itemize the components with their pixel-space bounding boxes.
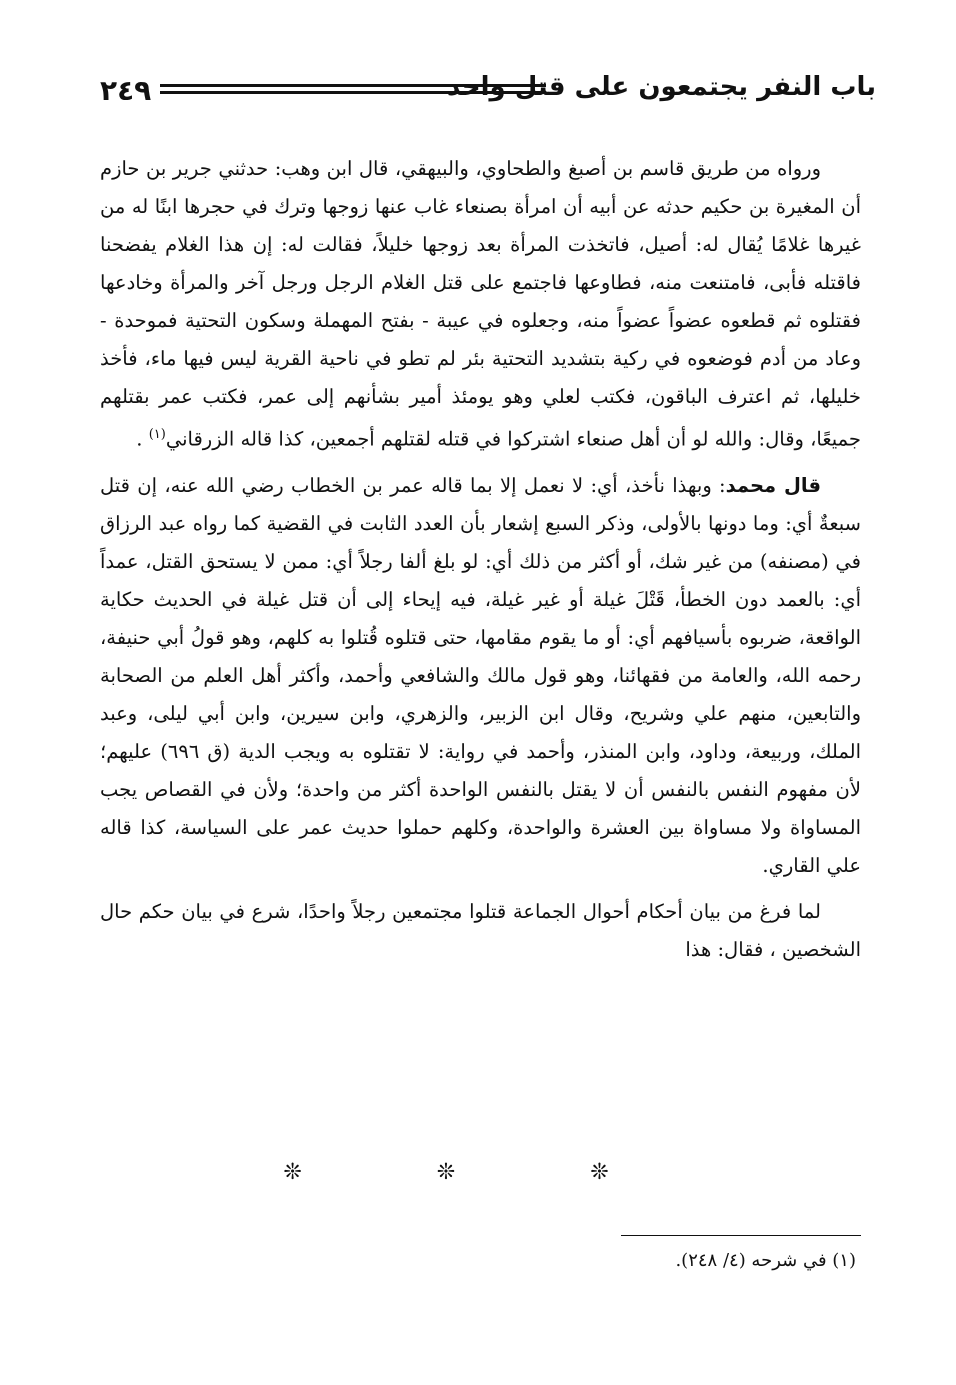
footnote-rule (621, 1235, 861, 1236)
footnote-reference: (١) (148, 427, 166, 442)
page-number: ٢٤٩ (100, 74, 152, 107)
paragraph-1-end: . (136, 427, 149, 451)
running-title: باب النفر يجتمعون على قتل واحد (446, 72, 876, 102)
paragraph-2-text: : وبهذا نأخذ، أي: لا نعمل إلا بما قاله عمر بن الخطاب رضي الله عنه، إن قتل سبعةٌ أي: وما دونها بالأولى، وذكر السبع إشعار بأن العدد الثابت في القضية كما رواه عبد الرزاق في (مصنفه) من غير شك، أو أكثر من ذلك أي: لو بلغ ألفا رجلاً أي: ممن لا يستحق القتل، عمداً أي: بالعمد دون الخطأ، قَتْلَ غيلة أو غير غيلة، فيه إيحاء إلى أن قتل غيلة في الحديث حكاية الواقعة، ضربوه بأسيافهم أي: أو ما يقوم مقامها، حتى قتلوه قُتلوا به كلهم، وهو قولُ أبي حنيفة، رحمه الله، والعامة من فقهائنا، وهو قول مالك والشافعي وأحمد، وأكثر أهل العلم من الصحابة والتابعين، منهم علي وشريح، وقال ابن الزبير، والزهري، وابن سيرين، وابن أبي ليلى، وعبد الملك، وربيعة، وداود، وابن المنذر، وأحمد في رواية: لا تقتلوه به ويجب الدية (ق ٦٩٦) عليهم؛ لأن مفهوم النفس بالنفس أن لا يقتل بالنفس الواحدة أكثر من واحدة؛ ولأن في القصاص يجب المساواة ولا مساواة بين العشرة والواحدة، وكلهم حملوا حديث عمر على السياسة، كذا قاله علي القاري. (100, 473, 861, 877)
footnote: (١) في شرحه (٤/ ٢٤٨). (675, 1250, 856, 1271)
section-separator: ❊ ❊ ❊ (283, 1160, 673, 1185)
paragraph-1-text: ورواه من طريق قاسم بن أصبغ والطحاوي، والبيهقي، قال ابن وهب: حدثني جرير بن حازم أن المغيرة بن حكيم حدثه عن أبيه أن امرأة بصنعاء غاب عنها زوجها وترك في حجرها ابنًا له من غيرها غلامًا يُقال له: أصيل، فاتخذت المرأة بعد زوجها خليلاً، فقالت له: إن هذا الغلام يفضحنا فاقتله فأبى، فامتنعت منه، فطاوعها فاجتمع على قتل الغلام الرجل ورجل آخر والمرأة وخادعها فقتلوه ثم قطعوه عضواً عضواً منه، وجعلوه في عيبة - بفتح المهملة وسكون التحتية فموحدة - وعاد من أدم فوضعوه في ركية بتشديد التحتية بئر لم تطو في ناحية القرية ليس فيها ماء، فأخذ خليلها، ثم اعترف الباقون، فكتب لعلي وهو يومئذ أمير بشأنهم إلى عمر، فكتب عمر بقتلهم جميعًا، وقال: والله لو أن أهل صنعاء اشتركوا في قتله لقتلهم أجمعين، كذا قاله الزرقاني (100, 157, 861, 451)
paragraph-transition (100, 893, 861, 969)
page-header (100, 72, 876, 112)
paragraph-3-text: لما فرغ من بيان أحكام أحوال الجماعة قتلوا مجتمعين رجلاً واحدًا، شرع في بيان حكم حال الشخصين ، فقال: هذا (100, 899, 861, 961)
paragraph-narration (100, 150, 861, 459)
main-text (100, 150, 861, 969)
paragraph-commentary (100, 467, 861, 885)
qala-muhammad-label: قال محمد (725, 473, 821, 497)
